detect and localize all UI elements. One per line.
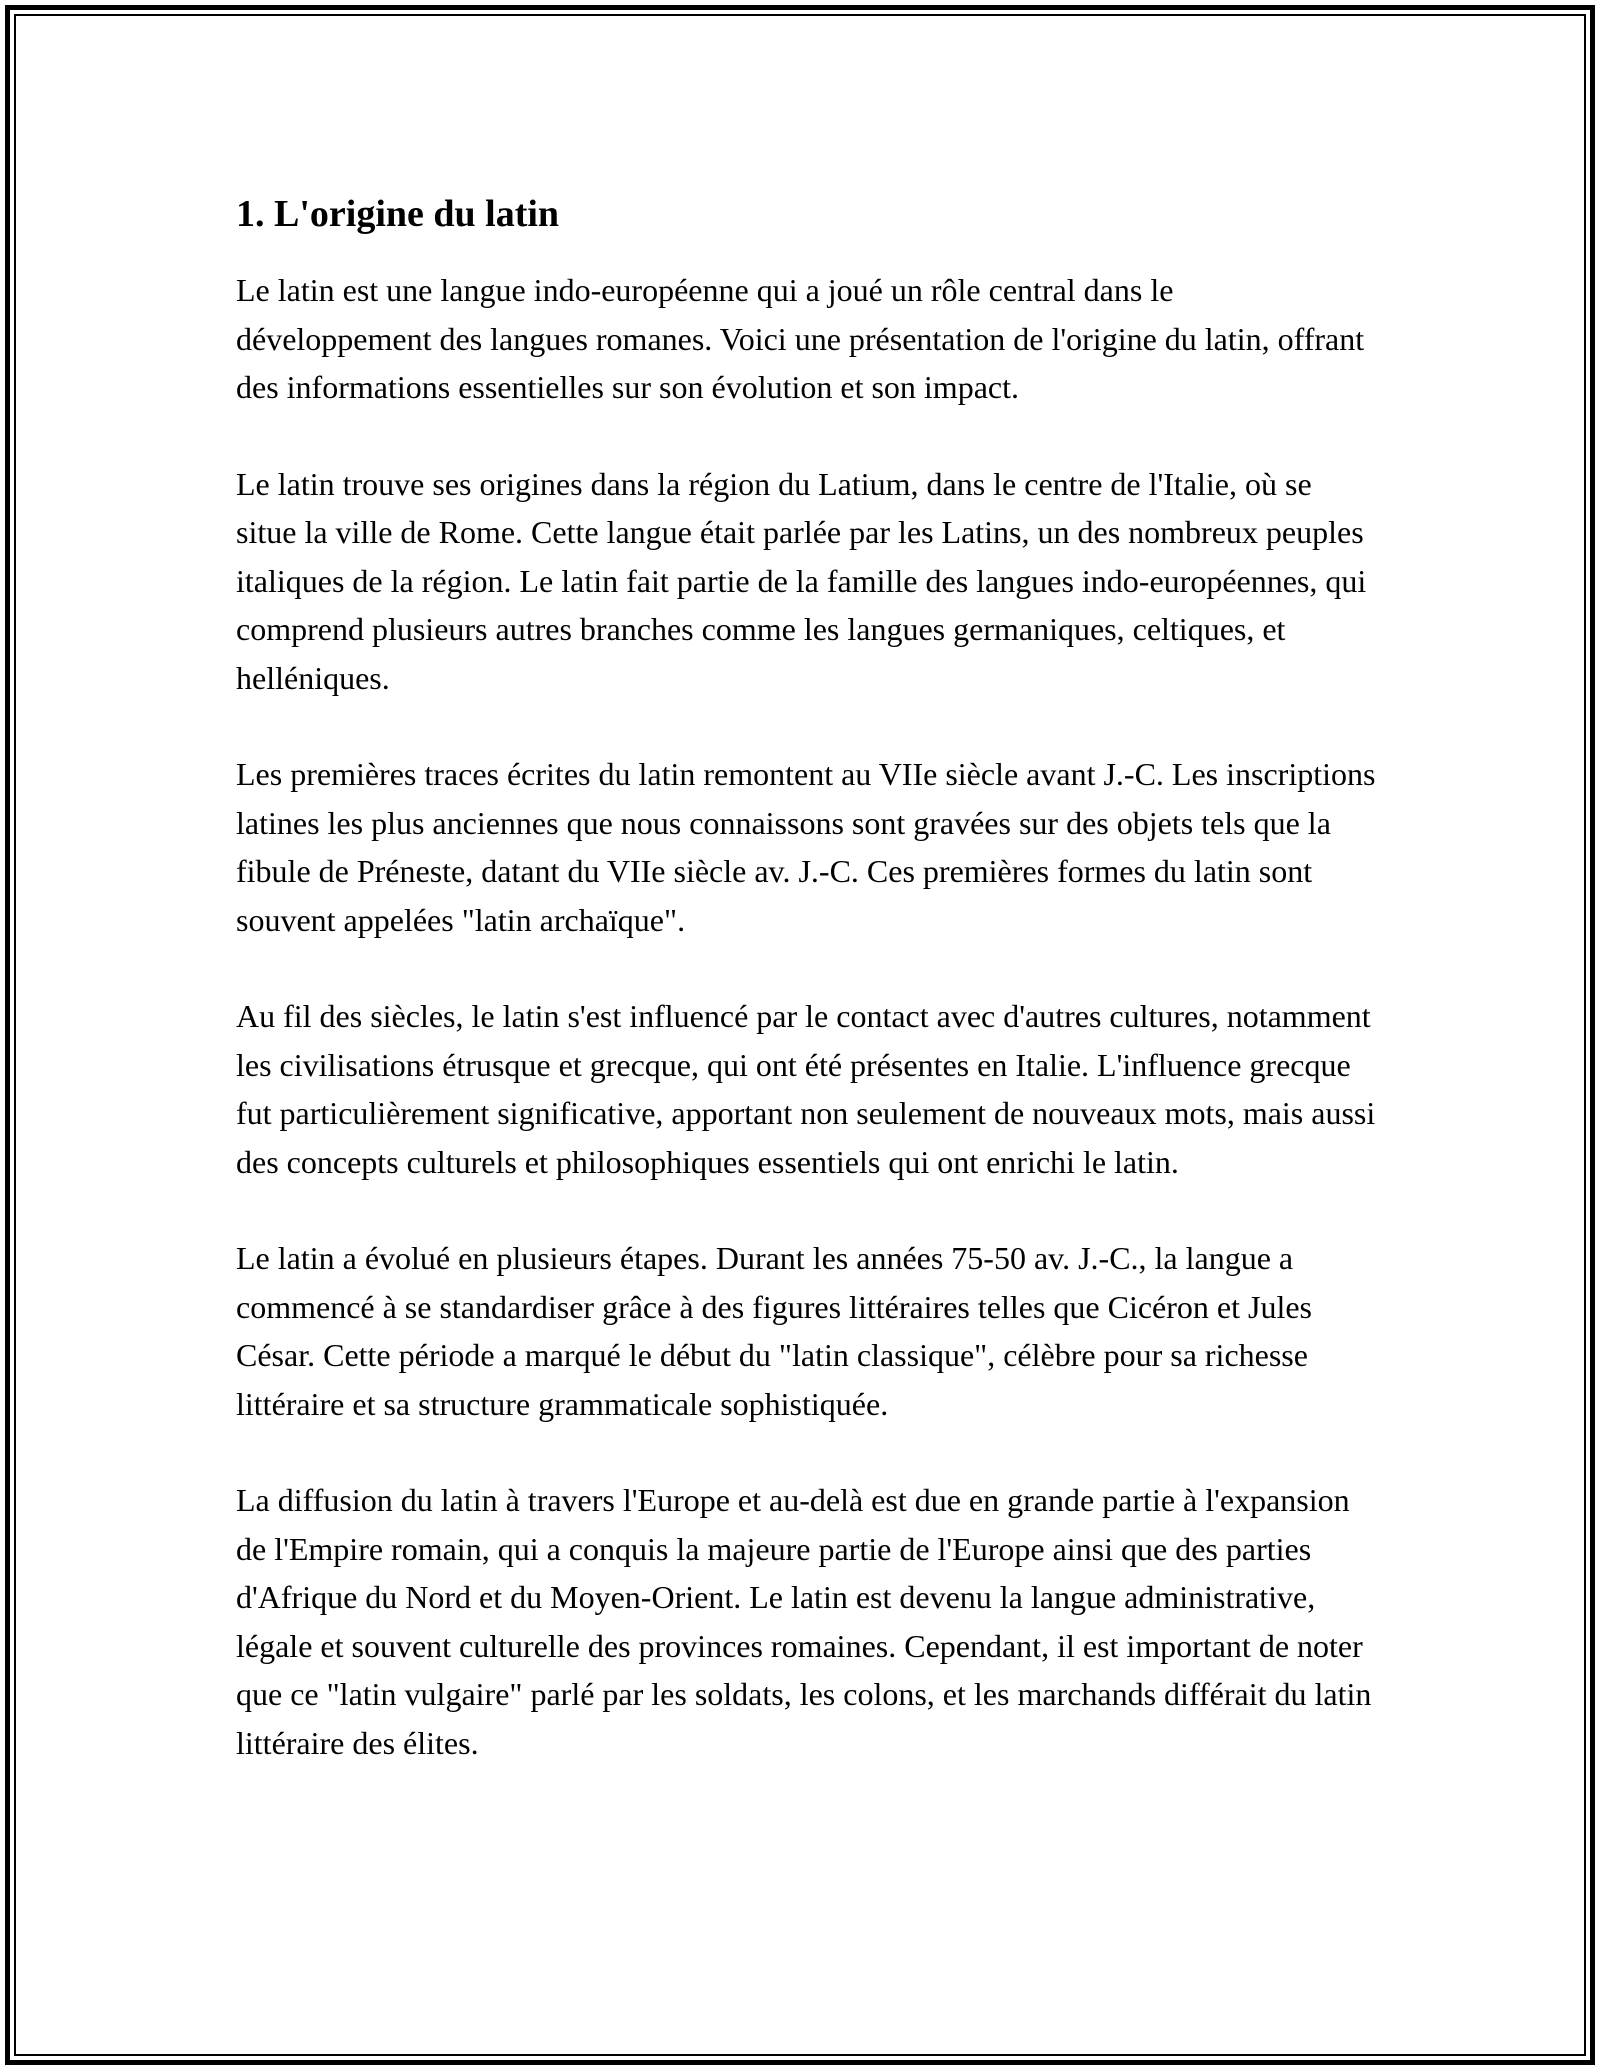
paragraph-latium-origins: Le latin trouve ses origines dans la région du Latium, dans le centre de l'Italie, où se situe la ville de Rome. Cette langue était parlée par les Latins, un des nombreux peuples italiques de la région. Le latin fait partie de la famille des langues indo-européennes, qui comprend plusieurs autres branches comme les langues germaniques, celtiques, et helléniques. bbox=[236, 465, 1367, 696]
paragraph-first-written-traces: Les premières traces écrites du latin remontent au VIIe siècle avant J.-C. Les inscriptions latines les plus anciennes que nous connaissons sont gravées sur des objets tels que la fibule de Préneste, datant du VIIe siècle av. J.-C. Ces premières formes du latin sont souvent appelées "latin archaïque". bbox=[236, 756, 1376, 938]
section-heading: 1. L'origine du latin bbox=[236, 193, 560, 235]
paragraph-cultural-influences: Au fil des siècles, le latin s'est influencé par le contact avec d'autres cultures, notamment les civilisations étrusque et grecque, qui ont été présentes en Italie. L'influence grecque fut particulièrement significative, apportant non seulement de nouveaux mots, mais aussi des concepts culturels et philosophiques essentiels qui ont enrichi le latin. bbox=[236, 998, 1376, 1180]
document-body bbox=[236, 184, 1376, 1815]
paragraph-roman-expansion: La diffusion du latin à travers l'Europe et au-delà est due en grande partie à l'expansion de l'Empire romain, qui a conquis la majeure partie de l'Europe ainsi que des parties d'Afrique du Nord et du Moyen-Orient. Le latin est devenu la langue administrative, légale et souvent culturelle des provinces romaines. Cependant, il est important de noter que ce "latin vulgaire" parlé par les soldats, les colons, et les marchands différait du latin littéraire des élites. bbox=[236, 1482, 1372, 1761]
paragraph-classical-latin: Le latin a évolué en plusieurs étapes. Durant les années 75-50 av. J.-C., la langue a commencé à se standardiser grâce à des figures littéraires telles que Cicéron et Jules César. Cette période a marqué le début du "latin classique", célèbre pour sa richesse littéraire et sa structure grammaticale sophistiquée. bbox=[236, 1240, 1312, 1422]
paragraph-intro: Le latin est une langue indo-européenne qui a joué un rôle central dans le développement des langues romanes. Voici une présentation de l'origine du latin, offrant des informations essentielles sur son évolution et son impact. bbox=[236, 272, 1365, 405]
